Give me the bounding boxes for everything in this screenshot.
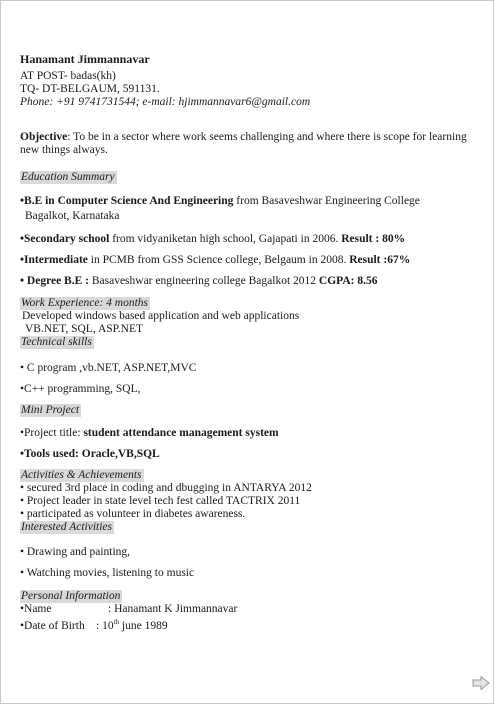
- edu-be-course: Computer Science And Engineering: [57, 195, 234, 207]
- activity-item-1: • secured 3rd place in coding and dbugging in ANTARYA 2012: [20, 482, 312, 494]
- objective-label: Objective: [20, 131, 68, 143]
- skill-item-2: •C++ programming, SQL,: [20, 383, 141, 395]
- personal-name: •Name : Hanamant K Jimmannavar: [20, 603, 238, 615]
- project-heading: Mini Project: [21, 404, 80, 416]
- edu-be-location: Bagalkot, Karnataka: [25, 210, 120, 222]
- next-arrow-icon[interactable]: [472, 676, 490, 690]
- objective-text: : To be in a sector where work seems challenging and where there is scope for learning new things always.: [20, 131, 467, 156]
- project-tools: •Tools used: Oracle,VB,SQL: [20, 448, 160, 460]
- skills-heading: Technical skills: [21, 336, 92, 348]
- edu-secondary: •Secondary school from vidyaniketan high school, Gajapati in 2006. Result : 80%: [20, 233, 406, 245]
- edu-intermediate: •Intermediate in PCMB from GSS Science college, Belgaum in 2008. Result :67%: [20, 254, 411, 266]
- work-line-1: Developed windows based application and web applications: [22, 310, 300, 322]
- interest-item-1: • Drawing and painting,: [20, 546, 131, 558]
- edu-be: •B.E in Computer Science And Engineering from Basaveshwar Engineering College: [20, 195, 420, 207]
- activity-item-2: • Project leader in state level tech fest called TACTRIX 2011: [20, 495, 301, 507]
- education-heading: Education Summary: [21, 171, 115, 183]
- work-line-2: VB.NET, SQL, ASP.NET: [25, 323, 143, 335]
- personal-dob: •Date of Birth : 10th june 1989: [20, 618, 168, 632]
- work-heading: Work Experience: 4 months: [21, 297, 148, 309]
- activities-heading: Activities & Achievements: [21, 469, 142, 481]
- personal-heading: Personal Information: [21, 590, 121, 602]
- edu-degree: • Degree B.E : Basaveshwar engineering college Bagalkot 2012 CGPA: 8.56: [20, 275, 378, 287]
- resume-content: [20, 53, 473, 633]
- address-line-2: TQ- DT-BELGAUM, 591131.: [20, 83, 160, 95]
- contact-line: Phone: +91 9741731544; e-mail: hjimmannavar6@gmail.com: [20, 96, 311, 108]
- interest-item-2: • Watching movies, listening to music: [20, 567, 195, 579]
- candidate-name: Hanamant Jimmannavar: [20, 52, 150, 66]
- project-title: •Project title: student attendance management system: [20, 427, 279, 439]
- activity-item-3: • participated as volunteer in diabetes awareness.: [20, 508, 246, 520]
- objective: [20, 131, 473, 157]
- address-line-1: AT POST- badas(kh): [20, 70, 116, 82]
- interests-heading: Interested Activities: [21, 521, 113, 533]
- skill-item-1: • C program ,vb.NET, ASP.NET,MVC: [20, 362, 197, 374]
